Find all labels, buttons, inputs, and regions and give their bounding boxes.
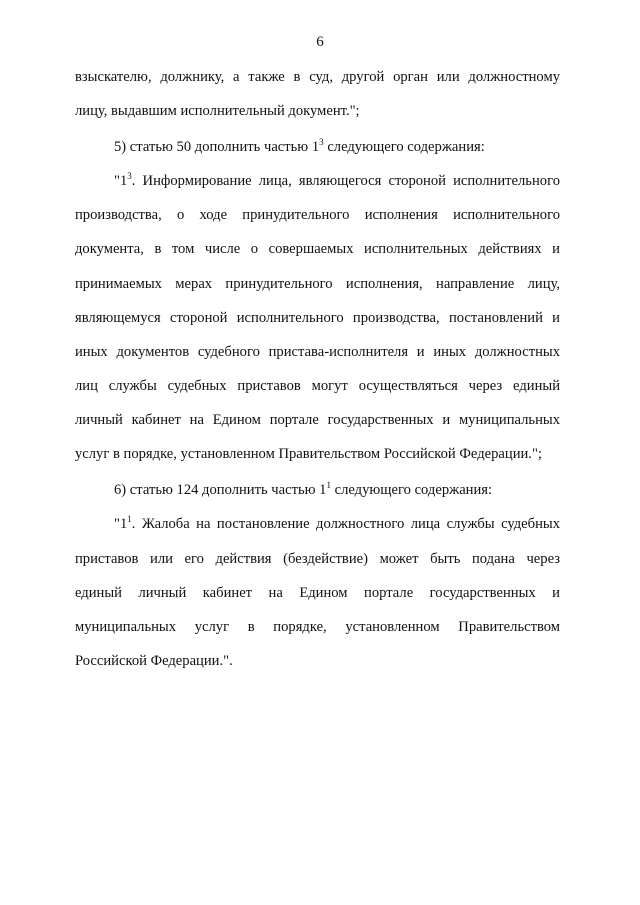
text-line: принимаемых мерах принудительного исполнения, направление лицу, (75, 276, 560, 292)
page-number: 6 (316, 34, 324, 50)
text-line: муниципальных услуг в порядке, установленном Правительством (75, 619, 560, 635)
text-line: услуг в порядке, установленном Правительством Российской Федерации."; (75, 446, 542, 462)
text-span: "1 (114, 516, 128, 532)
superscript: 1 (127, 515, 132, 524)
text-span: 5) статью 50 дополнить частью 1 (114, 139, 320, 155)
text-span: . Информирование лица, являющегося стороной исполнительного (131, 173, 560, 189)
text-span: . Жалоба на постановление должностного лица службы судебных (131, 516, 560, 532)
superscript: 3 (127, 172, 132, 181)
text-span: следующего содержания: (330, 482, 493, 498)
superscript: 1 (326, 481, 331, 490)
text-line: личный кабинет на Едином портале государственных и муниципальных (75, 412, 560, 428)
text-span: следующего содержания: (323, 139, 485, 155)
text-line: единый личный кабинет на Едином портале государственных и (75, 585, 560, 601)
text-span: 6) статью 124 дополнить частью 1 (114, 482, 327, 498)
text-line: Российской Федерации.". (75, 653, 233, 669)
text-line: приставов или его действия (бездействие) может быть подана через (75, 551, 560, 567)
text-line: документа, в том числе о совершаемых исполнительных действиях и (75, 241, 560, 257)
text-line: лиц службы судебных приставов могут осуществляться через единый (75, 378, 560, 394)
text-line: взыскателю, должнику, а также в суд, другой орган или должностному (75, 69, 560, 85)
text-line: иных документов судебного пристава-исполнителя и иных должностных (75, 344, 560, 360)
list-item-5 (114, 138, 560, 156)
list-item-6 (114, 481, 560, 499)
text-line: являющемуся стороной исполнительного производства, постановлений и (75, 310, 560, 326)
text-span: "1 (114, 173, 128, 189)
superscript: 3 (319, 138, 324, 147)
paragraph-start (114, 172, 560, 190)
paragraph-start (114, 515, 560, 533)
text-line: лицу, выдавшим исполнительный документ."; (75, 103, 360, 119)
text-line: производства, о ходе принудительного исполнения исполнительного (75, 207, 560, 223)
